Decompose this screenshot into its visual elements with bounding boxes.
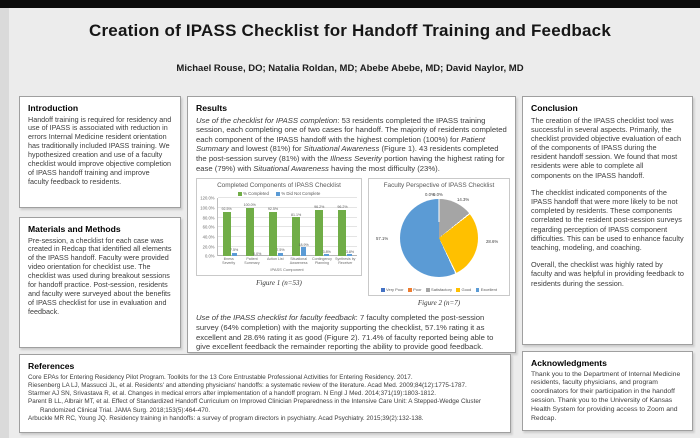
poster-authors: Michael Rouse, DO; Natalia Roldan, MD; Abebe Abebe, MD; David Naylor, MD (176, 63, 524, 74)
bar-value-label: 96.2% (314, 205, 325, 210)
results-paragraph-2: Use of the IPASS checklist for faculty feedback: 7 faculty completed the post-session survey (64% completion) with the majority supporting the checklist, 57.1% rating it as excellent and 28.6% rating it as good (Figure 2). 71.4% of faculty reported being able to give excellent feedback the remainder reporting the ability to provide good feedback. (196, 313, 494, 352)
bar (278, 253, 283, 257)
introduction-body: Handoff training is required for residency and use of IPASS is associated with reduction in errors Internal Medicine resident orientation has traditionally included IPASS training. We hypothesized creation and use of a faculty checklist would improve objective completion of IPASS handoff training and improve faculty feedback to residents. (28, 114, 172, 186)
pie-legend-item (476, 287, 497, 292)
figure-2-caption: Figure 2 (n=7) (417, 299, 461, 308)
pie-legend-item (381, 287, 404, 292)
top-black-bar (0, 0, 700, 8)
pie-legend-item (408, 287, 421, 292)
bar-legend-item (238, 191, 269, 196)
bar-wrap (315, 198, 323, 256)
bar-value-label: 92.5% (221, 207, 232, 212)
acknowledgments-body: Thank you to the Department of Internal Medicine residents, faculty physicians, and program coordinators for their participation in the handoff session. Thank you to the University of Kansas Health System for providing access to Zoom and Redcap. (531, 370, 681, 422)
legend-swatch-icon (426, 288, 430, 292)
bar (246, 208, 254, 256)
pie-legend-label: Satisfactory (431, 287, 452, 293)
reference-item: Core EPAs for Entering Residency Pilot Program. Toolkits for the 13 Core Entrustable Professional Activities for Entering Residency. 2017. (28, 373, 413, 381)
bar-value-label: 7.5% (229, 248, 239, 253)
bar-group (334, 198, 357, 256)
bar-wrap (292, 198, 300, 256)
y-tick-label: 0.0% (204, 253, 215, 259)
x-category-label: Action List (267, 257, 284, 262)
bar-group (288, 198, 311, 256)
bar-plot-area (200, 195, 357, 259)
methods-body: Pre-session, a checklist for each case was created in Redcap that identified all elements of the IPASS handoff. Faculty were provided video orientation for checklist use. The checklist was used during breakout sessions for handoff practice. Post-session, residents and faculty were surveyed about the benefits of IPASS checklist for use in evaluation and feedback. (28, 235, 172, 316)
legend-swatch-icon (408, 288, 412, 292)
bar-group (264, 198, 287, 256)
bar-group (218, 198, 241, 256)
reference-item: Starmer AJ SN, Srivastava R, et al. Changes in medical errors after implementation of a handoff program. N Engl J Med. 2014;371(19):1803-1812. (28, 390, 436, 398)
bar (292, 217, 300, 256)
conclusion-paragraph-2: The checklist indicated components of the IPASS handoff that were more likely to be not completed by residents. These components correlated to the resident post-session surveys regarding perception of IPASS component difficulties. This can be used to enhance faculty teaching, modeling, and coaching. (531, 187, 684, 252)
poster-left-edge (0, 8, 9, 438)
acknowledgments-section (522, 351, 693, 431)
pie-legend-label: Very Poor (386, 287, 404, 293)
bar-group (241, 198, 264, 256)
pie-chart-title: Faculty Perspective of IPASS Checklist (383, 182, 495, 190)
y-tick-label: 20.0% (202, 244, 215, 250)
reference-item: Riesenberg LA LJ, Massucci JL, et al. Residents' and attending physicians' handoffs: a systematic review of the literature. Acad Med. 2009;84(12):1775-1787. (28, 381, 467, 389)
y-tick-label: 120.0% (200, 195, 215, 201)
methods-heading: Materials and Methods (28, 224, 121, 234)
pie-chart (368, 178, 510, 296)
x-category-label: Synthesis by Receiver (335, 257, 356, 266)
x-category-label: Patient Summary (244, 257, 260, 266)
pie-label-excellent: 57.1% (376, 236, 389, 242)
conclusion-section (522, 96, 693, 345)
y-tick-label: 60.0% (202, 224, 215, 230)
legend-swatch-icon (381, 288, 385, 292)
pie-legend-label: Excellent (480, 287, 497, 293)
pie-label-very-poor: 0.0% (425, 192, 435, 198)
bar (347, 254, 352, 256)
pie-legend-label: Poor (413, 287, 422, 293)
y-tick-label: 40.0% (202, 234, 215, 240)
pie-label-good: 28.6% (486, 239, 499, 245)
pie-label-poor: 0.0% (433, 192, 443, 198)
y-tick-label: 80.0% (202, 215, 215, 221)
bar-wrap (324, 198, 329, 256)
conclusion-heading: Conclusion (531, 103, 578, 113)
bar-group (311, 198, 334, 256)
bar-x-axis-title: IPASS Component (270, 267, 304, 272)
references-section (19, 354, 511, 433)
bar-legend-item (276, 191, 320, 196)
bar-legend (201, 191, 357, 196)
references-heading: References (28, 361, 75, 371)
acknowledgments-heading: Acknowledgments (531, 358, 607, 368)
bar-chart (196, 178, 362, 276)
results-section (187, 96, 516, 353)
pie-circle (400, 199, 478, 277)
bar-value-label: 100.0% (243, 203, 256, 208)
methods-section (19, 217, 181, 348)
legend-swatch-icon (476, 288, 480, 292)
x-category-label: Illness Severity (222, 257, 236, 266)
reference-item: Arbuckle MR RC, Young JQ. Residency training in handoffs: a survey of program directors in psychiatry. Acad Psychiatry. 2015;39(2):132-138. (28, 414, 424, 422)
bar-wrap (229, 198, 239, 256)
bar-wrap (243, 198, 256, 256)
pie-area (373, 191, 505, 285)
legend-swatch-icon (276, 192, 280, 196)
bar-chart-title: Completed Components of IPASS Checklist (217, 182, 341, 190)
bar-legend-label: % Did Not Complete (281, 191, 321, 197)
figure-2 (368, 178, 510, 307)
x-category-label: Contingency Planning (311, 257, 332, 266)
references-list (28, 374, 502, 424)
bar-value-label: 3.8% (345, 249, 355, 254)
figures-row (196, 178, 507, 307)
results-heading: Results (196, 103, 228, 113)
bar-value-label: 7.5% (276, 248, 285, 253)
pie-legend-item (456, 287, 471, 292)
bar-plot (217, 198, 357, 256)
conclusion-paragraph-3: Overall, the checklist was highly rated by faculty and was helpful in providing feedback to residents during the session. (531, 260, 684, 288)
bar-y-axis (200, 195, 217, 259)
bar (232, 253, 237, 257)
pie-legend (373, 287, 505, 292)
bar-value-label: 92.5% (267, 207, 279, 212)
bar-x-labels (217, 257, 357, 265)
bar-legend-label: % Completed (243, 191, 269, 197)
x-category-label: Situational Awareness (289, 257, 308, 266)
pie-legend-label: Good (461, 287, 472, 293)
poster-title: Creation of IPASS Checklist for Handoff Training and Feedback (89, 21, 611, 40)
bar-value-label: 81.1% (291, 212, 302, 217)
bar-groups (218, 198, 357, 256)
bar-wrap (345, 198, 355, 256)
legend-swatch-icon (456, 288, 460, 292)
bar-value-label: 18.9% (298, 242, 309, 247)
bar-value-label: 3.8% (322, 249, 331, 254)
introduction-section (19, 96, 181, 208)
conclusion-paragraph-1: The creation of the IPASS checklist tool was successful in several aspects. Primarily, the checklist provided objective evaluation of each of the components of IPASS during the resident handoff session. We found that most residents were able to complete all components on the IPASS handoff. (531, 115, 682, 180)
bar-wrap (255, 198, 260, 256)
pie-label-satisfactory: 14.3% (457, 197, 470, 203)
bar-wrap (278, 198, 283, 256)
figure-1 (196, 178, 362, 287)
introduction-heading: Introduction (28, 103, 79, 113)
bar (324, 254, 329, 256)
pie-legend-item (426, 287, 452, 292)
y-tick-label: 100.0% (200, 205, 215, 211)
bar-value-label: 0.0% (253, 251, 262, 256)
bar (301, 247, 306, 256)
results-paragraph-1: Use of the checklist for IPASS completion: 53 residents completed the IPASS training session, each completing one of two cases for handoff. The majority of residents completed each component of the IPASS handoff with the highest completion (100%) for Patient Summary and lowest (81%) for Situational Awareness (Figure 1). 43 residents completed the post-session survey (81%) with the Illness Severity portion having the highest rating for ease (79%) with Situational Awareness having the most difficulty (23%). (196, 115, 507, 173)
figure-1-caption: Figure 1 (n=53) (256, 279, 302, 287)
legend-swatch-icon (238, 192, 242, 196)
bar-wrap (338, 198, 346, 256)
reference-item: Parent B LL, Albrair MT, et al. Effect of Standardized Handoff Curriculum on Improved Clinician Preparedness in the Intensive Care Unit: A Stepped-Wedge Cluster Randomized Clinical Trial. JAMA Surg. 2018;153(5):464-470. (28, 398, 481, 414)
bar-value-label: 96.2% (337, 205, 348, 210)
bar-wrap (298, 198, 309, 256)
